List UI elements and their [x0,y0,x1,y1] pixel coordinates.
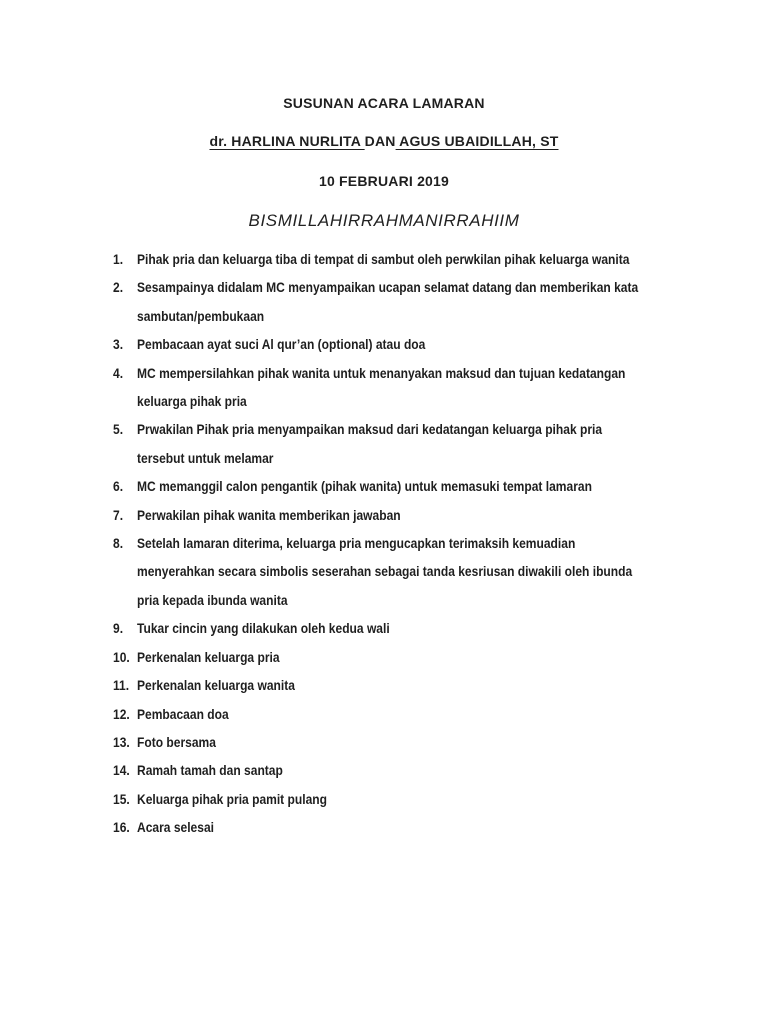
agenda-item [113,529,728,614]
item-line: Ramah tamah dan santap [137,762,283,779]
item-line: Perkenalan keluarga wanita [137,677,295,694]
item-line: Pihak pria dan keluarga tiba di tempat di sambut oleh perwkilan pihak keluarga wanita [137,251,630,267]
item-number: 6. [113,478,124,495]
item-line: pria kepada ibunda wanita [137,591,288,608]
item-line: MC mempersilahkan pihak wanita untuk menanyakan maksud dan tujuan kedatangan [137,364,626,381]
agenda-item [113,671,728,699]
item-line: Sesampainya didalam MC menyampaikan ucapan selamat datang dan memberikan kata [137,279,639,296]
item-number: 10. [113,648,130,665]
agenda-item [113,756,728,784]
couple-names [0,133,768,149]
agenda-item [113,700,728,728]
agenda-item [113,643,728,671]
item-line: Tukar cincin yang dilakukan oleh kedua wali [137,620,390,637]
item-number: 8. [113,535,124,552]
item-number: 9. [113,620,124,637]
agenda-item [113,330,728,358]
agenda-item [113,501,728,529]
item-number: 12. [113,705,130,722]
agenda-list [0,245,768,842]
item-number: 15. [113,790,130,807]
item-number: 13. [113,733,130,750]
item-line: menyerahkan secara simbolis seserahan sebagai tanda kesriusan diwakili oleh ibunda [137,563,633,580]
conjunction: DAN [364,133,396,149]
agenda-item [113,614,728,642]
agenda-item [113,728,728,756]
basmala-text: BISMILLAHIRRAHMANIRRAHIIM [248,211,520,230]
item-number: 4. [113,364,124,381]
item-line: Perwakilan pihak wanita memberikan jawaban [137,506,401,523]
item-line: Keluarga pihak pria pamit pulang [137,790,328,807]
item-number: 11. [113,677,130,694]
item-line: Perkenalan keluarga pria [137,648,280,665]
item-line: tersebut untuk melamar [137,449,274,466]
event-date: 10 FEBRUARI 2019 [318,173,450,189]
groom-name: AGUS UBAIDILLAH, ST [395,133,559,149]
item-number: 1. [113,251,124,267]
item-line: Setelah lamaran diterima, keluarga pria mengucapkan terimaksih kemuadian [137,535,576,552]
item-number: 14. [113,762,130,779]
item-number: 2. [113,279,124,296]
agenda-item [113,359,728,416]
agenda-item [113,472,728,500]
item-number: 16. [113,819,130,836]
item-line: sambutan/pembukaan [137,307,265,324]
document-header [0,0,768,233]
item-line: Pembacaan doa [137,705,229,722]
page-title: SUSUNAN ACARA LAMARAN [283,95,485,111]
agenda-item [113,785,728,813]
item-line: Pembacaan ayat suci Al qur’an (optional) atau doa [137,336,426,353]
item-line: keluarga pihak pria [137,393,247,410]
item-line: Prwakilan Pihak pria menyampaikan maksud dari kedatangan keluarga pihak pria [137,421,603,438]
item-number: 7. [113,506,124,523]
agenda-item [113,245,728,273]
agenda-item [113,273,728,330]
item-number: 5. [113,421,124,438]
agenda-item [113,415,728,472]
agenda-item [113,813,728,841]
item-line: MC memanggil calon pengantik (pihak wanita) untuk memasuki tempat lamaran [137,478,592,495]
item-line: Foto bersama [137,733,216,750]
item-line: Acara selesai [137,819,214,836]
item-number: 3. [113,336,124,353]
bride-name: dr. HARLINA NURLITA [209,133,365,149]
